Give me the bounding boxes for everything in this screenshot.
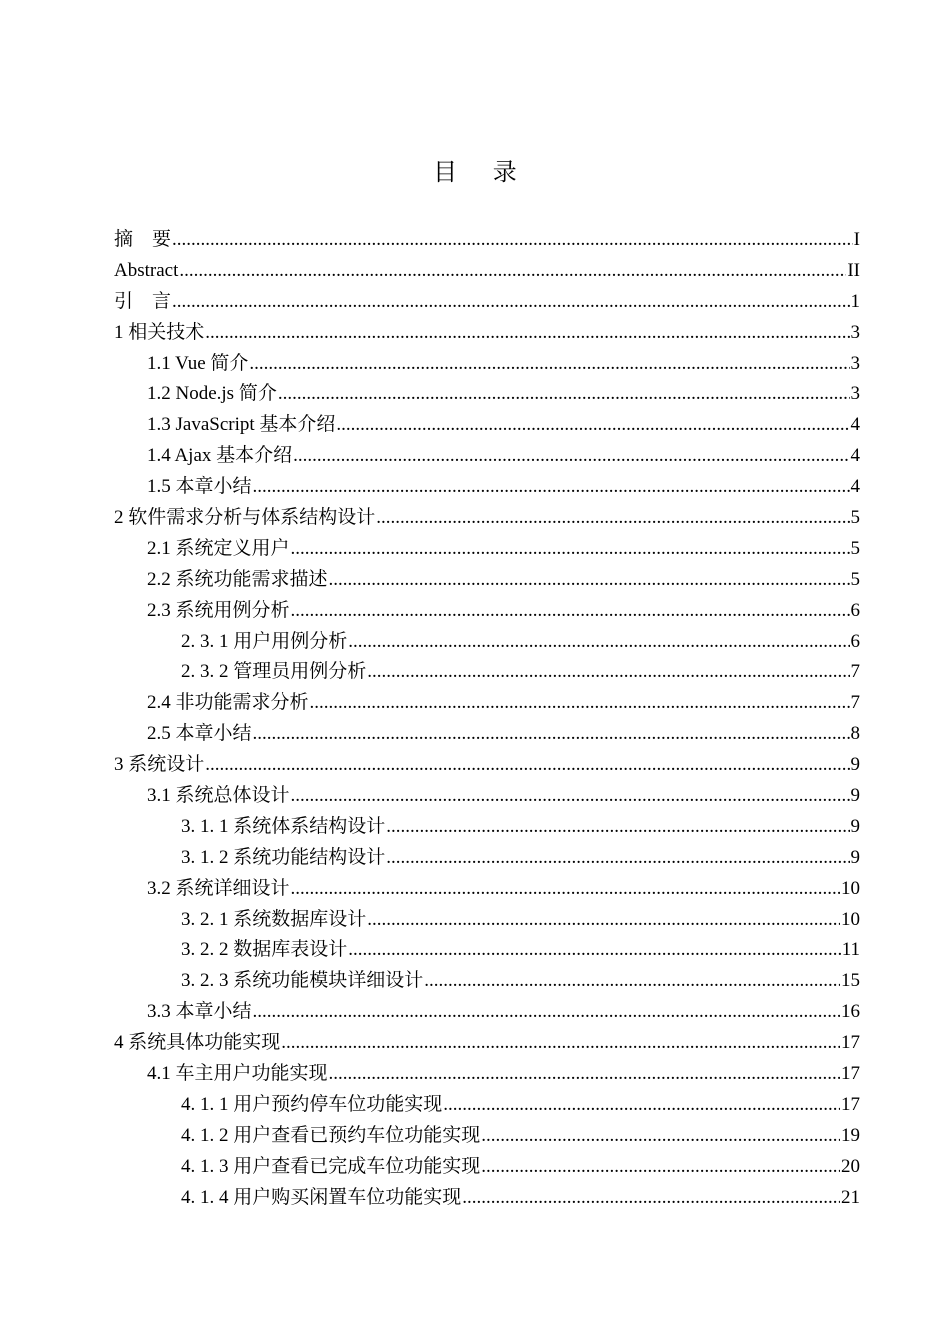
toc-entry[interactable] <box>114 256 860 287</box>
toc-entry[interactable] <box>114 874 860 905</box>
toc-dot-leader <box>367 905 840 936</box>
toc-entry-title: 2.5 本章小结 <box>147 723 252 745</box>
toc-entry-title: 4. 1. 2 用户查看已预约车位功能实现 <box>181 1124 481 1146</box>
toc-entry-title: 1.2 Node.js 简介 <box>147 383 277 405</box>
toc-entry-page-number: 17 <box>841 1093 860 1115</box>
toc-entry-page-number: 11 <box>841 939 860 961</box>
toc-entry-page-number: 5 <box>850 568 860 590</box>
toc-entry[interactable] <box>114 441 860 472</box>
toc-entry-title: 1 相关技术 <box>114 321 205 343</box>
toc-dot-leader <box>253 997 840 1028</box>
toc-dot-leader <box>291 781 850 812</box>
toc-entry[interactable] <box>114 349 860 380</box>
toc-entry-title: 4. 1. 1 用户预约停车位功能实现 <box>181 1093 443 1115</box>
toc-dot-leader <box>253 472 850 503</box>
toc-dot-leader <box>293 441 849 472</box>
toc-entry-page-number: 17 <box>841 1032 860 1054</box>
toc-dot-leader <box>172 225 853 256</box>
toc-entry-page-number: 3 <box>850 352 860 374</box>
toc-entry-title: 2.1 系统定义用户 <box>147 537 290 559</box>
toc-entry[interactable] <box>114 935 860 966</box>
toc-dot-leader <box>329 1059 840 1090</box>
toc-entry[interactable] <box>114 812 860 843</box>
toc-entry-title: 2 软件需求分析与体系结构设计 <box>114 507 376 529</box>
toc-dot-leader <box>291 874 840 905</box>
toc-entry[interactable] <box>114 1152 860 1183</box>
toc-entry[interactable] <box>114 318 860 349</box>
toc-dot-leader <box>376 503 849 534</box>
toc-entry-page-number: 4 <box>850 445 860 467</box>
toc-entry[interactable] <box>114 1059 860 1090</box>
toc-entry-page-number: 10 <box>841 908 860 930</box>
toc-entry-title: 1.3 JavaScript 基本介绍 <box>147 414 336 436</box>
toc-entry[interactable] <box>114 657 860 688</box>
toc-entry-title: 1.1 Vue 简介 <box>147 352 249 374</box>
toc-entry-title: 3. 2. 1 系统数据库设计 <box>181 908 367 930</box>
toc-entry[interactable] <box>114 966 860 997</box>
toc-dot-leader <box>179 256 846 287</box>
toc-entry-page-number: 6 <box>850 630 860 652</box>
toc-dot-leader <box>281 1028 840 1059</box>
toc-entry-page-number: 15 <box>841 970 860 992</box>
toc-entry-page-number: 9 <box>850 846 860 868</box>
toc-entry-page-number: 6 <box>850 599 860 621</box>
toc-dot-leader <box>205 318 849 349</box>
toc-entry[interactable] <box>114 1183 860 1214</box>
toc-entry-title: 4. 1. 3 用户查看已完成车位功能实现 <box>181 1155 481 1177</box>
toc-entry[interactable] <box>114 688 860 719</box>
toc-entry-page-number: 5 <box>850 537 860 559</box>
toc-entry-title: 3 系统设计 <box>114 754 205 776</box>
toc-entry-page-number: 10 <box>841 877 860 899</box>
toc-entry-page-number: 4 <box>850 414 860 436</box>
toc-dot-leader <box>481 1121 840 1152</box>
toc-entry[interactable] <box>114 472 860 503</box>
toc-entry[interactable] <box>114 565 860 596</box>
toc-dot-leader <box>348 935 840 966</box>
toc-entry-title: 4 系统具体功能实现 <box>114 1032 281 1054</box>
toc-entry-page-number: 9 <box>850 785 860 807</box>
toc-entry-title: 1.4 Ajax 基本介绍 <box>147 445 293 467</box>
toc-entry-title: 3. 1. 2 系统功能结构设计 <box>181 846 386 868</box>
toc-entry[interactable] <box>114 1121 860 1152</box>
toc-entry-page-number: 1 <box>850 290 860 312</box>
toc-entry-page-number: I <box>853 229 860 250</box>
toc-entry[interactable] <box>114 905 860 936</box>
toc-entry[interactable] <box>114 503 860 534</box>
toc-entry-title: 2. 3. 2 管理员用例分析 <box>181 661 367 683</box>
toc-entry[interactable] <box>114 1090 860 1121</box>
toc-entry-page-number: 9 <box>850 815 860 837</box>
toc-dot-leader <box>205 750 849 781</box>
toc-dot-leader <box>348 627 849 658</box>
toc-entry-title: 3. 2. 3 系统功能模块详细设计 <box>181 970 424 992</box>
toc-dot-leader <box>310 688 850 719</box>
toc-title: 目 录 <box>433 158 531 186</box>
toc-dot-leader <box>462 1183 840 1214</box>
toc-entry-title: 3.3 本章小结 <box>147 1001 252 1023</box>
toc-entry-page-number: 20 <box>841 1155 860 1177</box>
toc-dot-leader <box>172 287 849 318</box>
toc-entry-page-number: 21 <box>841 1186 860 1208</box>
toc-entry-title: Abstract <box>114 259 179 281</box>
toc-entry-page-number: 4 <box>850 476 860 498</box>
toc-entry-title: 2.3 系统用例分析 <box>147 599 290 621</box>
toc-entry[interactable] <box>114 534 860 565</box>
toc-entry[interactable] <box>114 843 860 874</box>
toc-dot-leader <box>253 719 850 750</box>
toc-entry-title: 4.1 车主用户功能实现 <box>147 1063 328 1085</box>
toc-entry-title: 摘 要 <box>114 229 172 250</box>
table-of-contents <box>114 225 860 1214</box>
toc-entry-title: 3. 1. 1 系统体系结构设计 <box>181 815 386 837</box>
toc-entry[interactable] <box>114 410 860 441</box>
toc-entry-page-number: 19 <box>841 1124 860 1146</box>
toc-dot-leader <box>386 812 849 843</box>
toc-dot-leader <box>278 379 850 410</box>
toc-entry-page-number: 7 <box>850 692 860 714</box>
toc-entry[interactable] <box>114 596 860 627</box>
toc-dot-leader <box>367 657 849 688</box>
toc-entry-page-number: 3 <box>850 383 860 405</box>
toc-entry-title: 引 言 <box>114 290 172 312</box>
toc-dot-leader <box>291 596 850 627</box>
toc-dot-leader <box>481 1152 840 1183</box>
toc-entry[interactable] <box>114 627 860 658</box>
toc-entry[interactable] <box>114 287 860 318</box>
toc-entry-page-number: 3 <box>850 321 860 343</box>
toc-entry-title: 2. 3. 1 用户用例分析 <box>181 630 348 652</box>
toc-entry-title: 3.1 系统总体设计 <box>147 785 290 807</box>
toc-entry-title: 2.2 系统功能需求描述 <box>147 568 328 590</box>
toc-dot-leader <box>291 534 850 565</box>
toc-dot-leader <box>249 349 849 380</box>
toc-entry-title: 3. 2. 2 数据库表设计 <box>181 939 348 961</box>
toc-entry-page-number: 8 <box>850 723 860 745</box>
toc-entry-page-number: II <box>847 259 860 281</box>
toc-entry[interactable] <box>114 719 860 750</box>
toc-dot-leader <box>386 843 849 874</box>
toc-entry[interactable] <box>114 379 860 410</box>
toc-dot-leader <box>443 1090 840 1121</box>
toc-entry-page-number: 9 <box>850 754 860 776</box>
toc-entry-title: 3.2 系统详细设计 <box>147 877 290 899</box>
toc-entry-page-number: 16 <box>841 1001 860 1023</box>
toc-entry[interactable] <box>114 750 860 781</box>
toc-dot-leader <box>329 565 850 596</box>
toc-entry[interactable] <box>114 781 860 812</box>
toc-dot-leader <box>336 410 849 441</box>
toc-entry-title: 1.5 本章小结 <box>147 476 252 498</box>
toc-dot-leader <box>424 966 840 997</box>
toc-entry-page-number: 17 <box>841 1063 860 1085</box>
toc-entry-page-number: 7 <box>850 661 860 683</box>
toc-entry[interactable] <box>114 1028 860 1059</box>
toc-entry-title: 4. 1. 4 用户购买闲置车位功能实现 <box>181 1186 462 1208</box>
toc-entry-page-number: 5 <box>850 507 860 529</box>
toc-entry[interactable] <box>114 997 860 1028</box>
toc-entry-title: 2.4 非功能需求分析 <box>147 692 309 714</box>
toc-entry[interactable] <box>114 225 860 256</box>
